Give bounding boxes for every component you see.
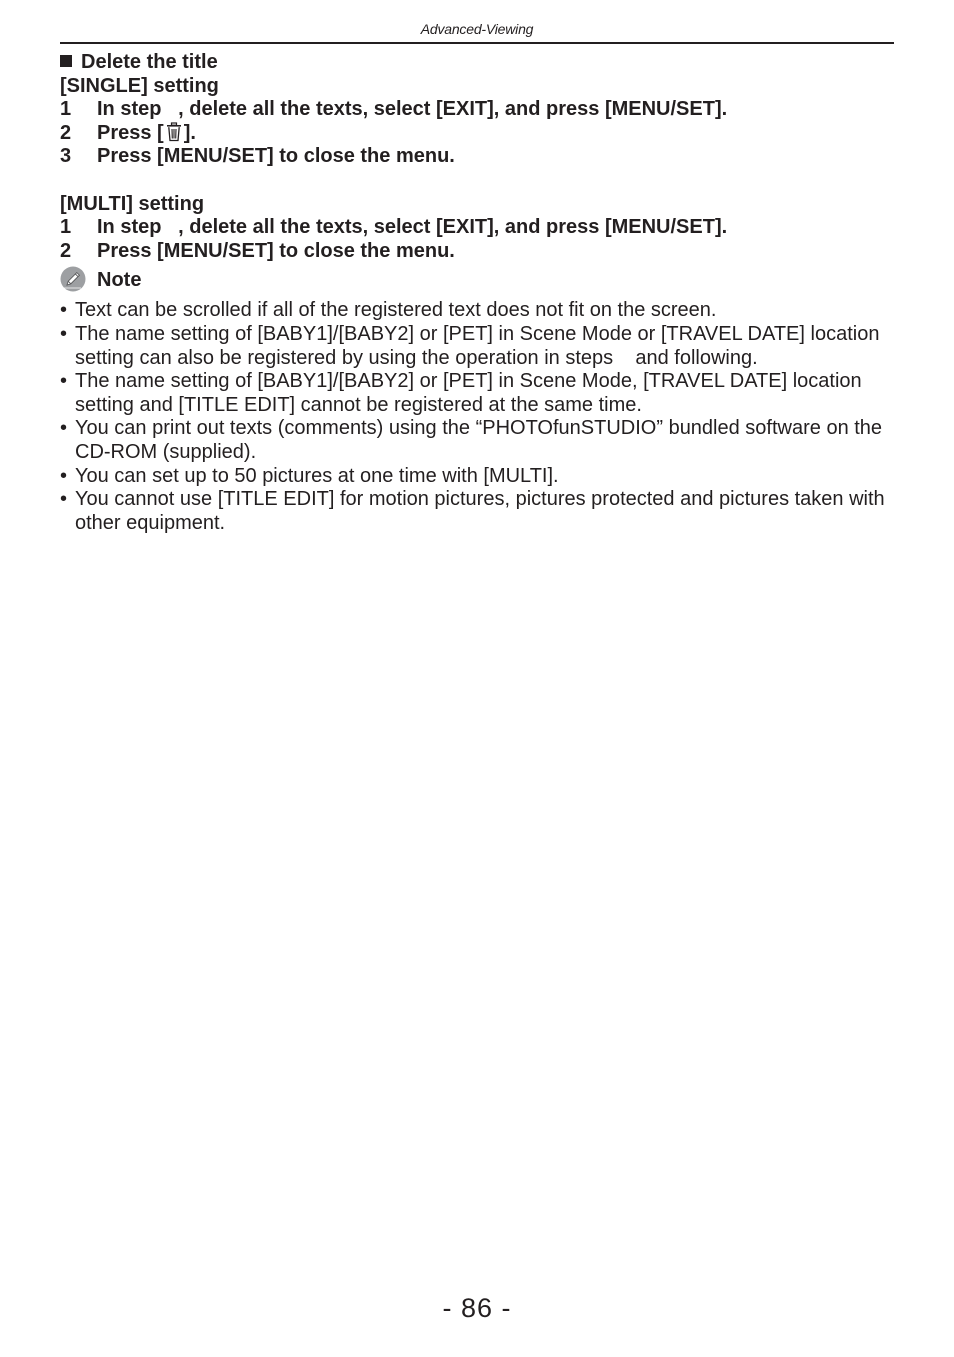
list-item-text: The name setting of [BABY1]/[BABY2] or [PET] in Scene Mode, [TRAVEL DATE] location setting and [TITLE EDIT] cannot be registered at the same time.	[75, 370, 862, 416]
step-number: 3	[60, 145, 72, 168]
section-heading-text: Delete the title	[81, 51, 218, 73]
step-text: Press [MENU/SET] to close the menu.	[97, 145, 455, 168]
multi-step-2	[60, 240, 894, 264]
trash-icon	[166, 122, 182, 149]
list-item	[60, 323, 894, 370]
page-number: - 86 -	[442, 1293, 512, 1323]
step-text: In step , delete all the texts, select [EXIT], and press [MENU/SET].	[97, 98, 728, 121]
note-label: Note	[97, 269, 142, 292]
pencil-note-icon	[60, 266, 86, 292]
list-item-text: Text can be scrolled if all of the registered text does not fit on the screen.	[75, 299, 717, 322]
step-text: In step , delete all the texts, select [EXIT], and press [MENU/SET].	[97, 216, 728, 239]
step-text: Press [MENU/SET] to close the menu.	[97, 239, 455, 262]
single-step-3	[60, 145, 894, 169]
step-text-after: ].	[183, 121, 196, 144]
spacer	[60, 169, 894, 193]
bullet-mark: •	[60, 488, 68, 511]
list-item-text: You can set up to 50 pictures at one time with [MULTI].	[75, 464, 559, 487]
note-header	[60, 265, 894, 299]
black-square-icon	[60, 55, 72, 67]
step-number: 1	[60, 98, 72, 121]
multi-step-1	[60, 216, 894, 240]
bullet-mark: •	[60, 322, 68, 345]
list-item	[60, 299, 894, 323]
list-item	[60, 465, 894, 489]
single-step-1	[60, 98, 894, 122]
list-item-text: The name setting of [BABY1]/[BABY2] or [PET] in Scene Mode or [TRAVEL DATE] location setting can also be registered by using the operation in steps and following.	[75, 322, 886, 369]
bullet-mark: •	[60, 417, 68, 440]
list-item	[60, 417, 894, 464]
list-item-text: You cannot use [TITLE EDIT] for motion pictures, pictures protected and pictures taken with other equipment.	[75, 488, 885, 534]
page-content	[60, 51, 894, 535]
list-item	[60, 488, 894, 535]
list-item-text: You can print out texts (comments) using the “PHOTOfunSTUDIO” bundled software on the CD-ROM (supplied).	[75, 417, 883, 463]
note-list	[60, 299, 894, 535]
step-text-before: Press [	[97, 121, 164, 144]
bullet-mark: •	[60, 299, 68, 322]
running-header: Advanced-Viewing	[420, 21, 534, 37]
single-setting-heading: [SINGLE] setting	[60, 74, 219, 97]
step-number: 2	[60, 121, 72, 144]
header-divider	[60, 42, 894, 44]
multi-setting-heading: [MULTI] setting	[60, 192, 205, 215]
step-number: 2	[60, 239, 72, 262]
bullet-mark: •	[60, 370, 68, 393]
section-heading	[60, 51, 894, 75]
list-item	[60, 370, 894, 417]
step-number: 1	[60, 216, 72, 239]
single-step-2	[60, 122, 894, 146]
bullet-mark: •	[60, 464, 68, 487]
